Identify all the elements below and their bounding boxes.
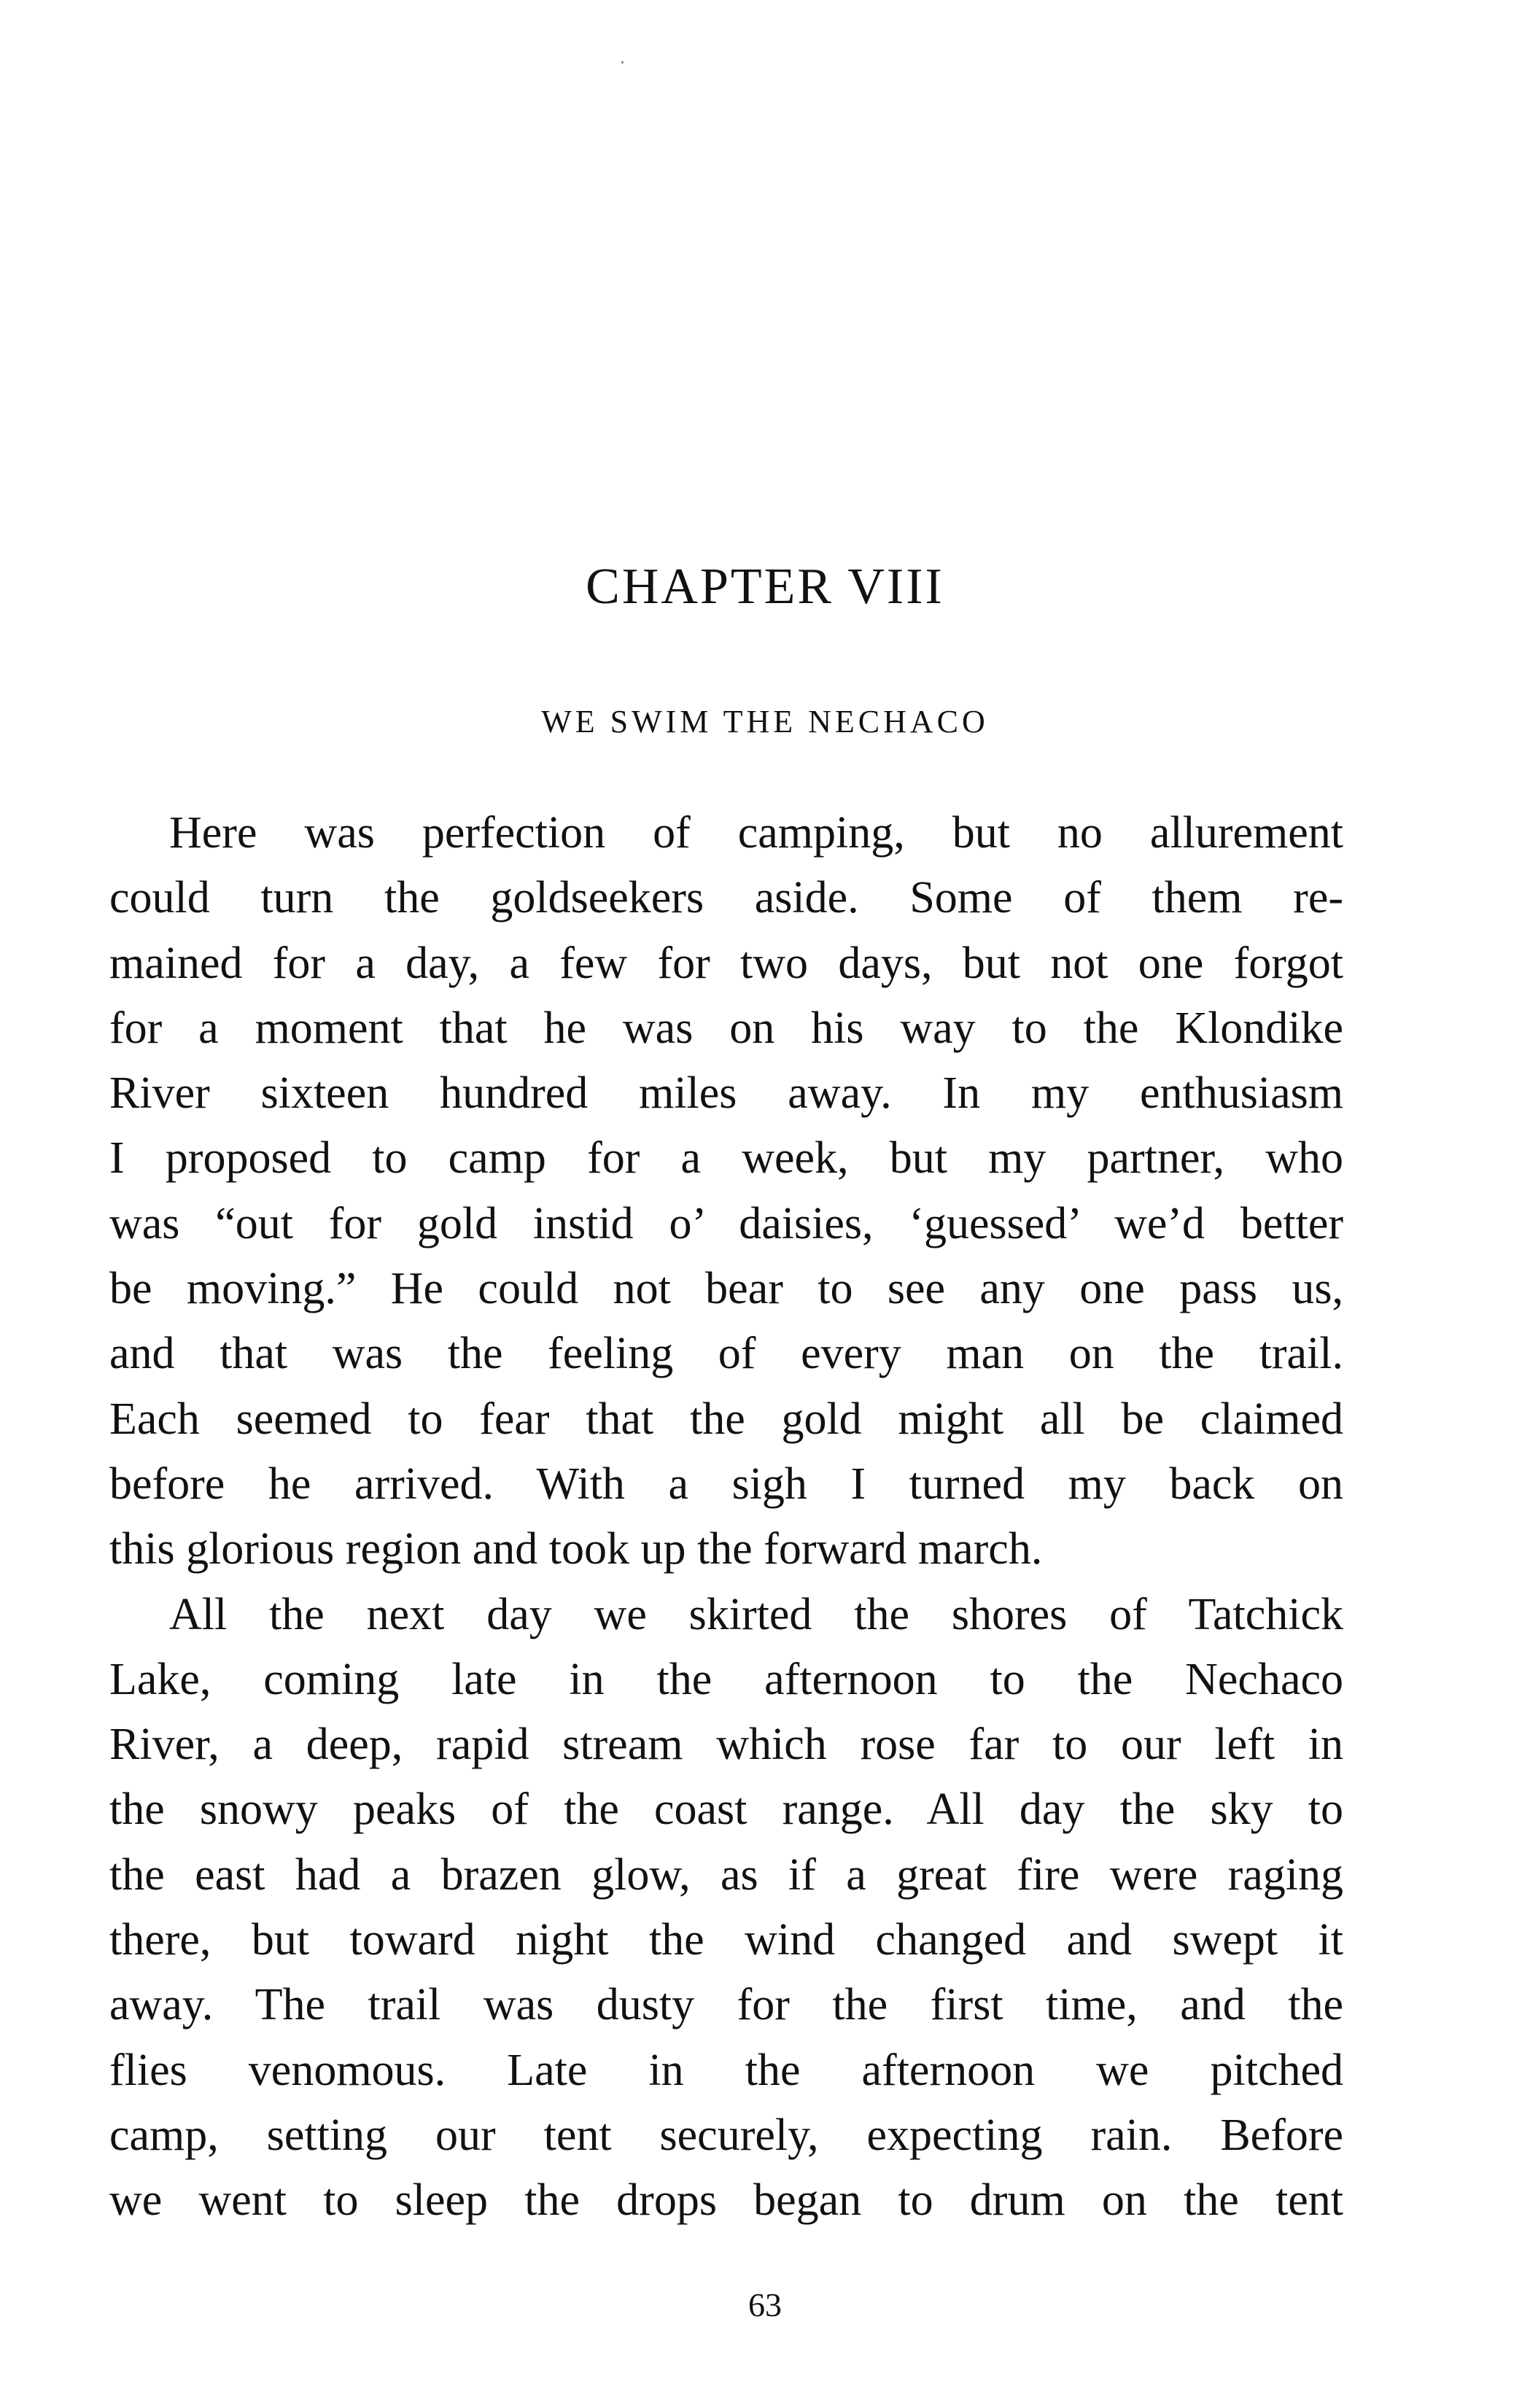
text-line: could turn the goldseekers aside. Some of them re- [109,873,1343,923]
text-line: River sixteen hundred miles away. In my enthusiasm [109,1068,1343,1119]
text-line: camp, setting our tent securely, expecting rain. Before [109,2110,1343,2160]
text-line: be moving.” He could not bear to see any one pass us, [109,1264,1343,1314]
text-line: Each seemed to fear that the gold might all be claimed [109,1394,1343,1444]
text-line: Lake, coming late in the afternoon to the Nechaco [109,1654,1343,1704]
body-text [109,801,1343,2234]
page-number: 63 [748,2286,782,2323]
text-line: Here was perfection of camping, but no allurement [169,808,1343,858]
paragraph-1 [109,801,1343,1582]
text-line: the east had a brazen glow, as if a great fire were raging [109,1849,1343,1900]
text-line: All the next day we skirted the shores of Tatchick [169,1589,1343,1639]
text-line: River, a deep, rapid stream which rose far to our left in [109,1720,1343,1770]
text-line: before he arrived. With a sigh I turned my back on [109,1459,1343,1509]
paper-speck [621,61,624,63]
chapter-title: CHAPTER VIII [586,559,944,615]
text-line: flies venomous. Late in the afternoon we pitched [109,2045,1343,2095]
text-line: mained for a day, a few for two days, but not one forgot [109,938,1343,988]
text-line: we went to sleep the drops began to drum on the tent [109,2175,1343,2226]
text-line: this glorious region and took up the forward march. [109,1524,1043,1574]
text-line: there, but toward night the wind changed and swept it [109,1915,1343,1965]
text-line: I proposed to camp for a week, but my partner, who [109,1133,1343,1184]
text-line: was “out for gold instid o’ daisies, ‘guessed’ we’d better [109,1198,1343,1248]
text-line: and that was the feeling of every man on the trail. [109,1329,1343,1379]
chapter-subtitle: WE SWIM THE NECHACO [541,704,989,739]
paragraph-2 [109,1582,1343,2234]
text-line: for a moment that he was on his way to the Klondike [109,1003,1343,1053]
text-line: the snowy peaks of the coast range. All day the sky to [109,1784,1343,1835]
text-line: away. The trail was dusty for the first time, and the [109,1980,1343,2030]
